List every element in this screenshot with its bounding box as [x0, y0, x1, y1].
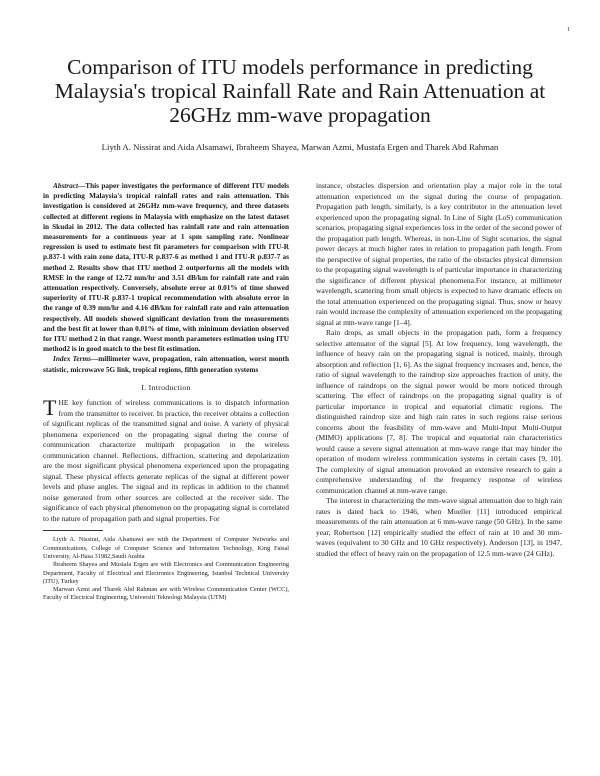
- body-paragraph: Rain drops, as small objects in the propagation path, form a frequency selective attenuator of the signal [5]. At low frequency, long wavelength, the influence of heavy rain on the propagating signal is noticed, mainly, through absorption and reflection [1, 6]. As the signal frequency increases and, hence, the ratio of signal wavelength to the raindrop size approaches fraction of unity, the influence of raindrops on the signal power would be more noticed through scattering. The effect of raindrops on the propagating signal quality is of particular importance in tropical and equatorial climatic regions. The distinguished raindrop size and high rain rates in such regions raise serious concerns about the feasibility of mm-wave and Multi-Input Multi-Output (MIMO) applications [7, 8]. The tropical and equatorial rain characteristics would cause a severe signal attenuation at mm-wave range that may hinder the operation of modern wireless communication systems in certain cases [9, 10]. The complexity of signal attenuation provoked an extensive research to gain a comprehensive understanding of the frequency response of wireless communication channel at mm-wave range.: [316, 328, 562, 495]
- abstract: [43, 181, 289, 354]
- body-paragraph: instance, obstacles dispersion and orientation play a major role in the total attenuation experienced on the signal during the course of propagation. Propagation path length, similarly, is a key contributor in the attenuation level experienced upon the propagating signal. In Line of Sight (LoS) communication scenarios, propagating signal experiences loss in the order of the second power of the propagation path length. Whereas, in non-Line of Sight scenarios, the signal power decays at much higher rates in relation to propagation path length. From the perspective of signal properties, the ratio of the obstacles physical dimension to the propagating signal wavelength is of particular importance in characterizing the significance of different physical phenomena.For instance, at millimeter wavelength, scattering from small objects is expected to have dramatic effects on the total attenuation experienced on the propagating signal. Thus, snow or heavy rain would increase the complexity of attenuation experienced on the propagating signal at mm-wave range [1–4].: [316, 181, 562, 327]
- intro-paragraph: [43, 395, 289, 524]
- footnote: Ibraheem Shayea and Mustafa Ergen are with Electronics and Communication Engineering Department, Faculty of Electrical and Electronics Engineering, Istanbul Technical University (ITU), Turkey: [43, 561, 289, 585]
- left-column: [43, 181, 289, 603]
- footnote-divider: [43, 530, 103, 531]
- body-paragraph: The interest in characterizing the mm-wave signal attenuation due to high rain rates is dated back to 1946, when Mueller [11] introduced empirical measurements of the rain attenuation at 6 mm-wave range (50 GHz). In the same year, Robertson [12] empirically studied the effect of rain at 10 and 30 mm-waves (equivalent to 30 GHz and 10 GHz respectively). Anderson [13], in 1947, studied the effect of heavy rain on the propagation of 12.5 mm-wave (24 GHz).: [316, 496, 562, 558]
- drop-cap: T: [43, 395, 57, 421]
- abstract-label: Abstract: [53, 182, 78, 190]
- intro-text: HE key function of wireless communications is to dispatch information from the transmitter to receiver. In practice, the receiver obtains a collection of significant replicas of the transmitted signal and noise. A variety of physical phenomena experienced on the propagating signal during the course of communication characterize multipath propagation in the wireless communication channel. Reflections, diffraction, scattering and depolarization are the most significant physical phenomena experienced upon the propagating signal. These physical effects generate replicas of the signal at different power levels and phase angles. The signal and its replicas in addition to the channel noise generated from other sources are collected at the receiver side. The significance of each physical phenomenon on the propagating signal is correlated to the nature of propagation path and signal properties. For: [43, 398, 289, 523]
- abstract-text: —This paper investigates the performance of different ITU models in predicting Malaysia's tropical rainfall rates and rain attenuation. This investigation is considered at 26GHz mm-wave frequency, and three datasets collected at different regions in Malaysia with emphasize on the latest dataset in Skudai in 2012. The data collected has rainfall rate and rain attenuation measurements for a continuous year at 1 spm sampling rate. Nonlinear regression is used to estimate best fit parameters for comparison with ITU-R p.837-1 with rain zone data, ITU-R p.837-6 as method 1 and ITU-R p.837-7 as method 2. Results show that ITU method 2 outperforms all the models with RMSE in the range of 12.72 mm/hr and 3.51 dB/km for rainfall rate and rain attenuation respectively. Conversely, absolute error at 0.01% of time showed superiority of ITU-R p.837-1 tropical recommendation with absolute error in the range of 0.39 mm/hr and 4.16 dB/km for rainfall rate and rain attenuation respectively. All models showed significant deviation from the measurements and the best fit at lower than 0.01% of time, with minimum deviation observed for ITU method 2 in that range. Worst month parameters estimation using ITU method2 is in good match to the best fit estimation.: [43, 182, 289, 354]
- index-terms-label: Index Terms: [53, 355, 91, 364]
- index-terms-text: —millimeter wave, propagation, rain attenuation, worst month statistic, microwave 5G link, tropical regions, fifth generation systems: [43, 355, 289, 374]
- author-list: Liyth A. Nissirat and Aida Alsamawi, Ibraheem Shayea, Marwan Azmi, Mustafa Ergen and Tharek Abd Rahman: [101, 142, 499, 152]
- page-number: 1: [567, 27, 570, 33]
- footnote: Liyth A. Nissirat, Aida Alsamawi are with the Department of Computer Networks and Communications, College of Computer Science and Information Technology, King Faisal University, Al-Hasa 31982,Saudi Arabia: [43, 536, 289, 560]
- right-column: [316, 181, 562, 559]
- index-terms: [43, 354, 289, 374]
- section-heading: I. Introduction: [141, 382, 191, 392]
- footnote: Marwan Azmi and Tharek Abd Rahman are with Wireless Communication Center (WCC), Faculty of Electrical Engineering, Universiti Teknologi Malaysia (UTM): [43, 586, 289, 602]
- paper-title: Comparison of ITU models performance in predicting Malaysia's tropical Rainfall Rate and Rain Attenuation at 26GHz mm-wave propagation: [54, 55, 546, 127]
